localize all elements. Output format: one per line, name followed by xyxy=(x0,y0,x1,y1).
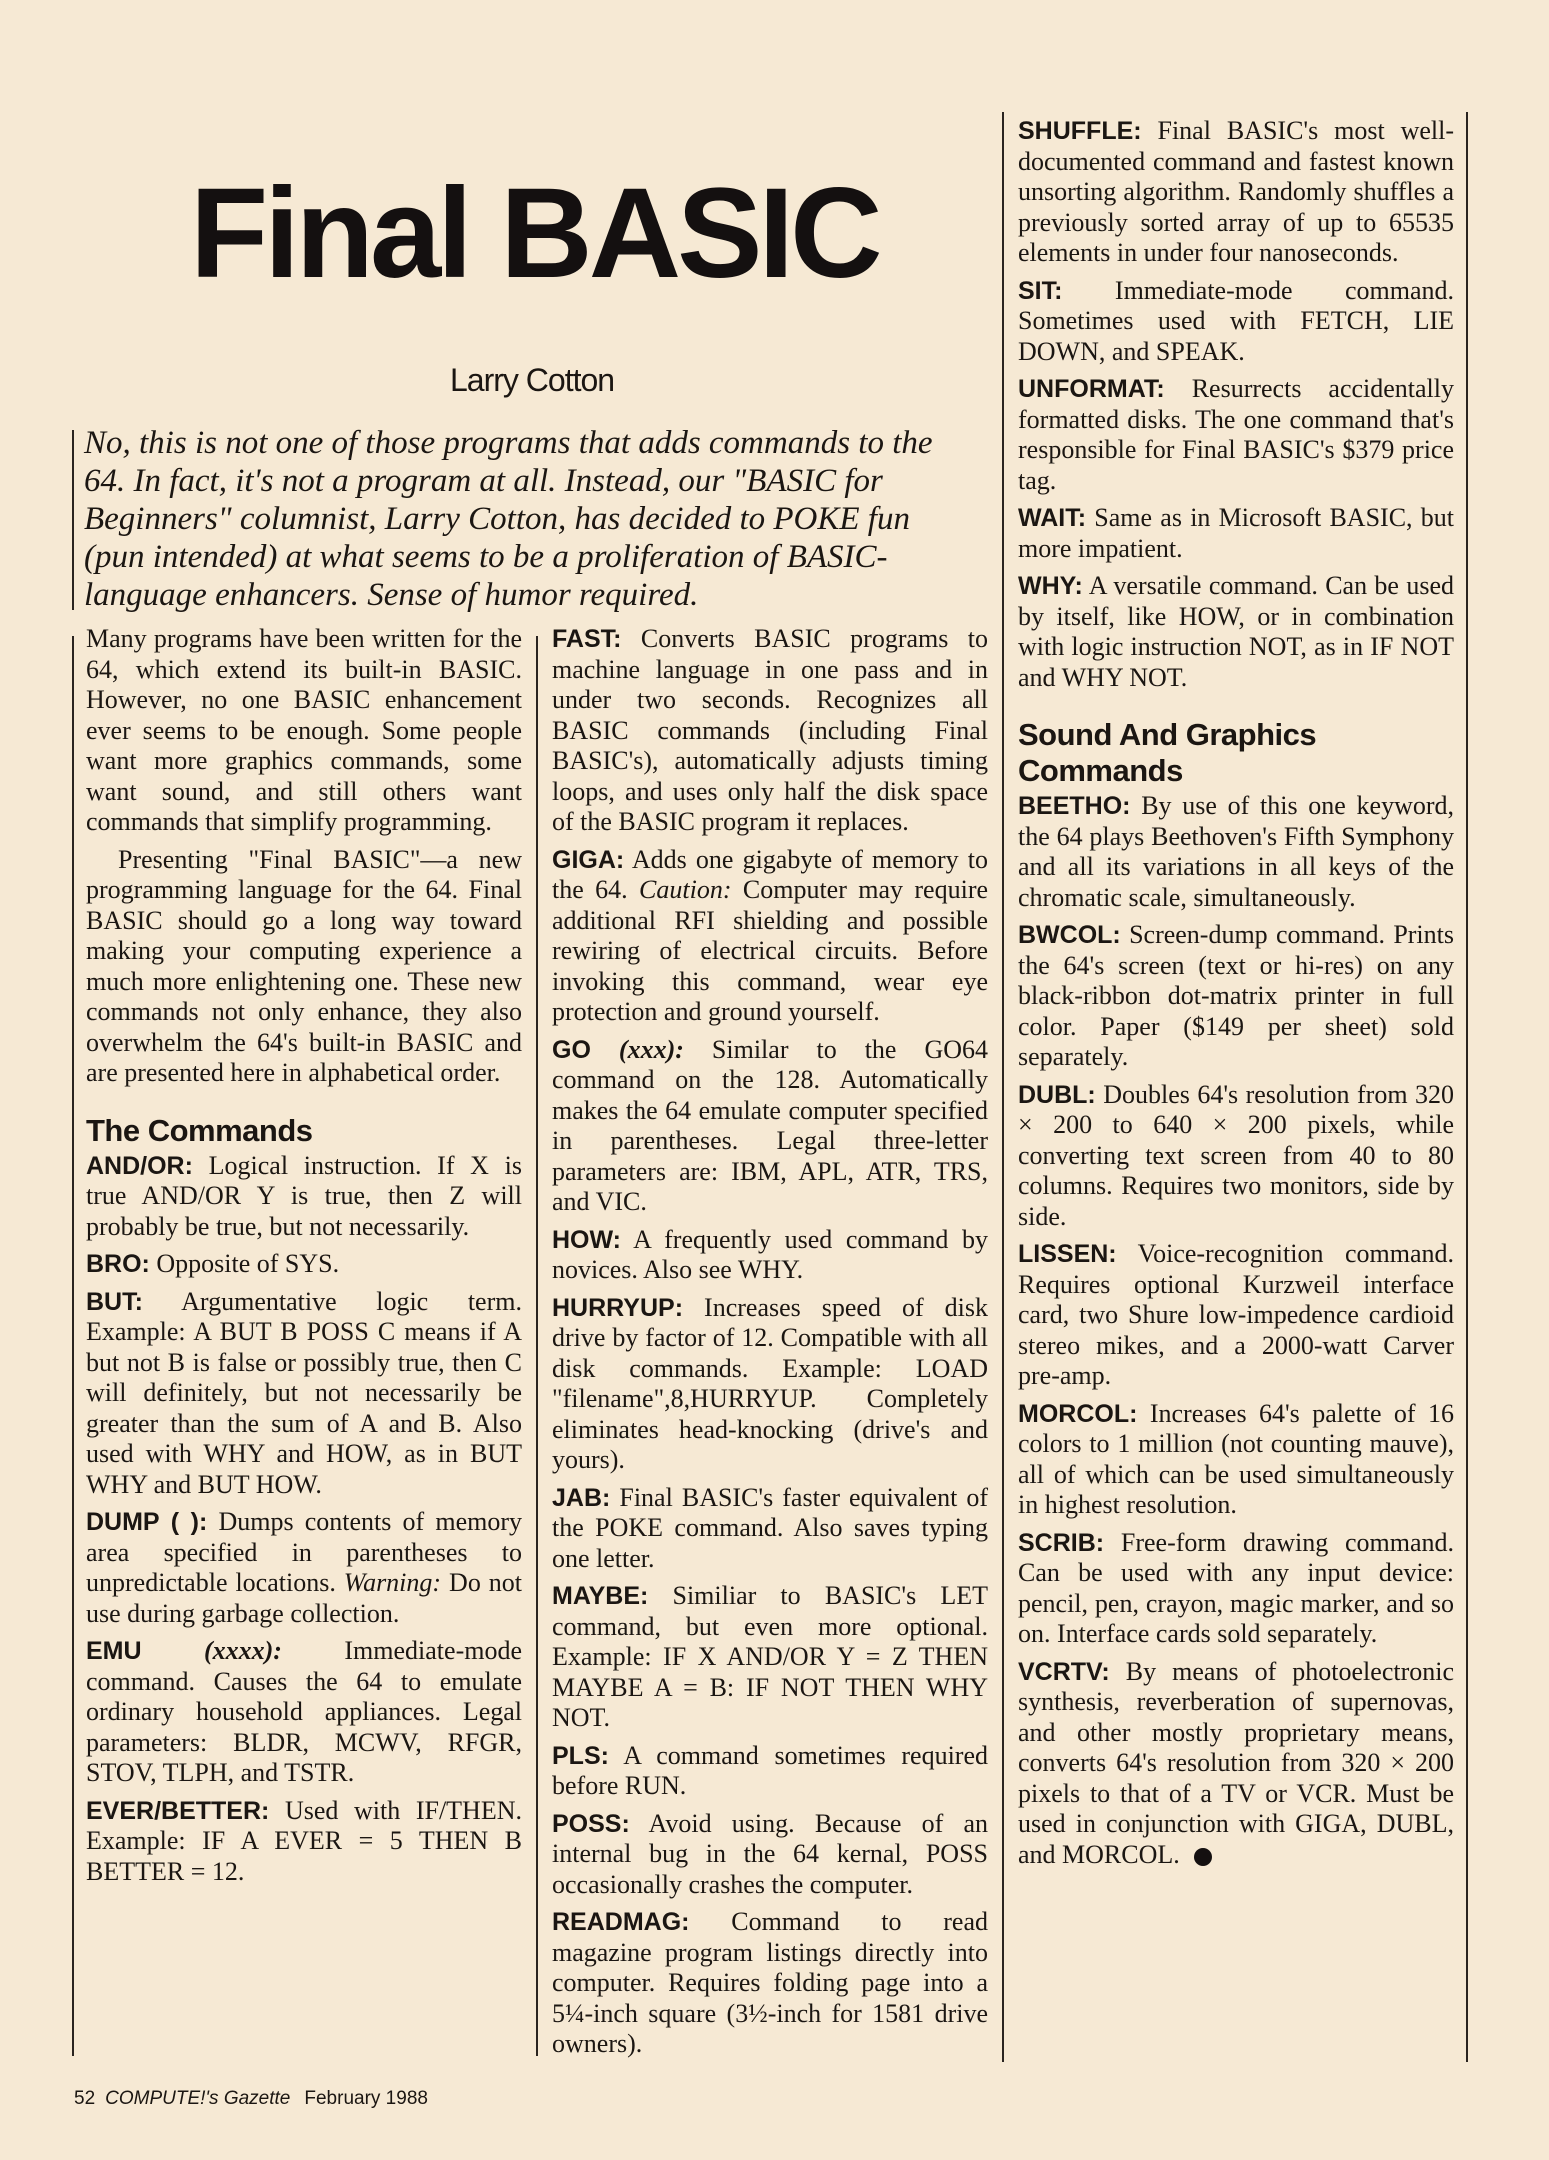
command-entry: FAST: Converts BASIC programs to machine language in one pass and in under two seconds. Recognizes all BASIC commands (including Final BASIC's), automatically adjusts timing loops, and uses only half the disk space of the BASIC program it replaces. xyxy=(552,624,988,836)
command-entry: WAIT: Same as in Microsoft BASIC, but more impatient. xyxy=(1018,503,1454,563)
command-entry: BUT: Argumentative logic term. Example: A BUT B POSS C means if A but not B is false or possibly true, then C will definitely, but not necessarily be greater than the sum of A and B. Also used with WHY and HOW, as in BUT WHY and BUT HOW. xyxy=(86,1286,522,1499)
page-footer xyxy=(74,2088,428,2110)
intro-paragraph-2: Presenting "Final BASIC"—a new programming language for the 64. Final BASIC should go a long way toward making your computing experience a much more enlightening one. These new commands not only enhance, they also overwhelm the 64's built-in BASIC and are presented here in alphabetical order. xyxy=(86,844,522,1087)
author-byline: Larry Cotton xyxy=(450,362,615,398)
command-entry: UNFORMAT: Resurrects accidentally formatted disks. The one command that's responsible for Final BASIC's $379 price tag. xyxy=(1018,374,1454,495)
end-of-article-mark xyxy=(1194,1848,1212,1866)
command-entry: EVER/BETTER: Used with IF/THEN. Example: IF A EVER = 5 THEN B BETTER = 12. xyxy=(86,1795,522,1886)
command-entry: VCRTV: By means of photoelectronic synthesis, reverberation of supernovas, and other mostly proprietary means, converts 64's resolution from 320 × 200 pixels to that of a TV or VCR. Must be used in conjunction with GIGA, DUBL, and MORCOL. xyxy=(1018,1656,1454,1869)
column-rule-4 xyxy=(1466,112,1468,2062)
command-entry: GO (xxx): Similar to the GO64 command on the 128. Automatically makes the 64 emulate computer specified in parentheses. Legal three-letter parameters are: IBM, APL, ATR, TRS, and VIC. xyxy=(552,1034,989,1216)
section-heading-commands: The Commands xyxy=(86,1112,313,1148)
command-entry: GIGA: Adds one gigabyte of memory to the 64. Caution: Computer may require additional RFI shielding and possible rewiring of electrical circuits. Before invoking this command, wear eye protection and ground yourself. xyxy=(552,844,989,1026)
command-entry: DUMP ( ): Dumps contents of memory area specified in parentheses to unpredictable locations. Warning: Do not use during garbage collection. xyxy=(86,1507,523,1628)
column-1 xyxy=(86,624,522,1894)
command-entry: WHY: A versatile command. Can be used by itself, like HOW, or in combination with logic instruction NOT, as in IF NOT and WHY NOT. xyxy=(1018,571,1454,692)
deck-rule xyxy=(72,430,74,610)
command-entry: MORCOL: Increases 64's palette of 16 colors to 1 million (not counting mauve), all of which can be used simultaneously in highest resolution. xyxy=(1018,1398,1454,1519)
command-entry: HOW: A frequently used command by novices. Also see WHY. xyxy=(552,1224,988,1284)
column-rule-2 xyxy=(536,636,538,2056)
intro-paragraph-1: Many programs have been written for the 64, which extend its built-in BASIC. However, no one BASIC enhancement ever seems to be enough. Some people want more graphics commands, some want sound, and still others want commands that simplify programming. xyxy=(86,624,522,836)
command-entry: MAYBE: Similiar to BASIC's LET command, but even more optional. Example: IF X AND/OR Y = Z THEN MAYBE A = B: IF NOT THEN WHY NOT. xyxy=(552,1581,989,1732)
command-entry: PLS: A command sometimes required before RUN. xyxy=(552,1740,988,1800)
column-rule-3 xyxy=(1002,112,1004,2062)
command-entry: SCRIB: Free-form drawing command. Can be used with any input device: pencil, pen, crayon, magic marker, and so on. Interface cards sold separately. xyxy=(1018,1527,1455,1648)
magazine-name: COMPUTE!'s Gazette xyxy=(105,2088,291,2109)
issue-date: February 1988 xyxy=(304,2088,428,2109)
article-title: Final BASIC xyxy=(190,162,879,305)
command-entry: DUBL: Doubles 64's resolution from 320 × 200 to 640 × 200 pixels, while converting text screen from 40 to 80 columns. Requires two monitors, side by side. xyxy=(1018,1079,1454,1231)
column-3 xyxy=(1018,116,1454,1877)
command-entry: EMU (xxxx): Immediate-mode command. Causes the 64 to emulate ordinary household appliances. Legal parameters: BLDR, MCWV, RFGR, STOV, TLPH, and TSTR. xyxy=(86,1636,522,1787)
article-deck: No, this is not one of those programs that adds commands to the 64. In fact, it's not a program at all. Instead, our "BASIC for Beginners" columnist, Larry Cotton, has decided to POKE fun (pun intended) at what seems to be a proliferation of BASIC-language enhancers. Sense of humor required. xyxy=(84,425,933,613)
command-entry: BRO: Opposite of SYS. xyxy=(86,1249,340,1278)
command-entry: SIT: Immediate-mode command. Sometimes used with FETCH, LIE DOWN, and SPEAK. xyxy=(1018,275,1455,366)
command-entry: BEETHO: By use of this one keyword, the 64 plays Beethoven's Fifth Symphony and all its variations in all keys of the chromatic scale, simultaneously. xyxy=(1018,791,1454,912)
page-number: 52 xyxy=(74,2088,96,2109)
column-2 xyxy=(552,624,988,2067)
command-entry: JAB: Final BASIC's faster equivalent of the POKE command. Also saves typing one letter. xyxy=(552,1482,989,1573)
command-entry: AND/OR: Logical instruction. If X is true AND/OR Y is true, then Z will probably be true, but not necessarily. xyxy=(86,1150,522,1241)
command-entry: READMAG: Command to read magazine program listings directly into computer. Requires folding page into a 5¼-inch square (3½-inch for 1581 drive owners). xyxy=(552,1907,988,2058)
command-entry: SHUFFLE: Final BASIC's most well-documented command and fastest known unsorting algorithm. Randomly shuffles a previously sorted array of up to 65535 elements in under four nanoseconds. xyxy=(1018,116,1454,267)
column-rule-1 xyxy=(72,636,74,2056)
command-entry: BWCOL: Screen-dump command. Prints the 64's screen (text or hi-res) on any black-ribbon dot-matrix printer in full color. Paper ($149 per sheet) sold separately. xyxy=(1018,920,1454,1071)
command-entry: LISSEN: Voice-recognition command. Requires optional Kurzweil interface card, two Shure low-impedence cardioid stereo mikes, and a 2000-watt Carver pre-amp. xyxy=(1018,1239,1455,1390)
section-heading-sound-graphics: Sound And Graphics Commands xyxy=(1018,717,1317,788)
command-entry: HURRYUP: Increases speed of disk drive by factor of 12. Compatible with all disk commands. Example: LOAD "filename",8,HURRYUP. Completely eliminates head-knocking (drive's and yours). xyxy=(552,1292,988,1474)
command-entry: POSS: Avoid using. Because of an internal bug in the 64 kernal, POSS occasionally crashes the computer. xyxy=(552,1808,988,1899)
